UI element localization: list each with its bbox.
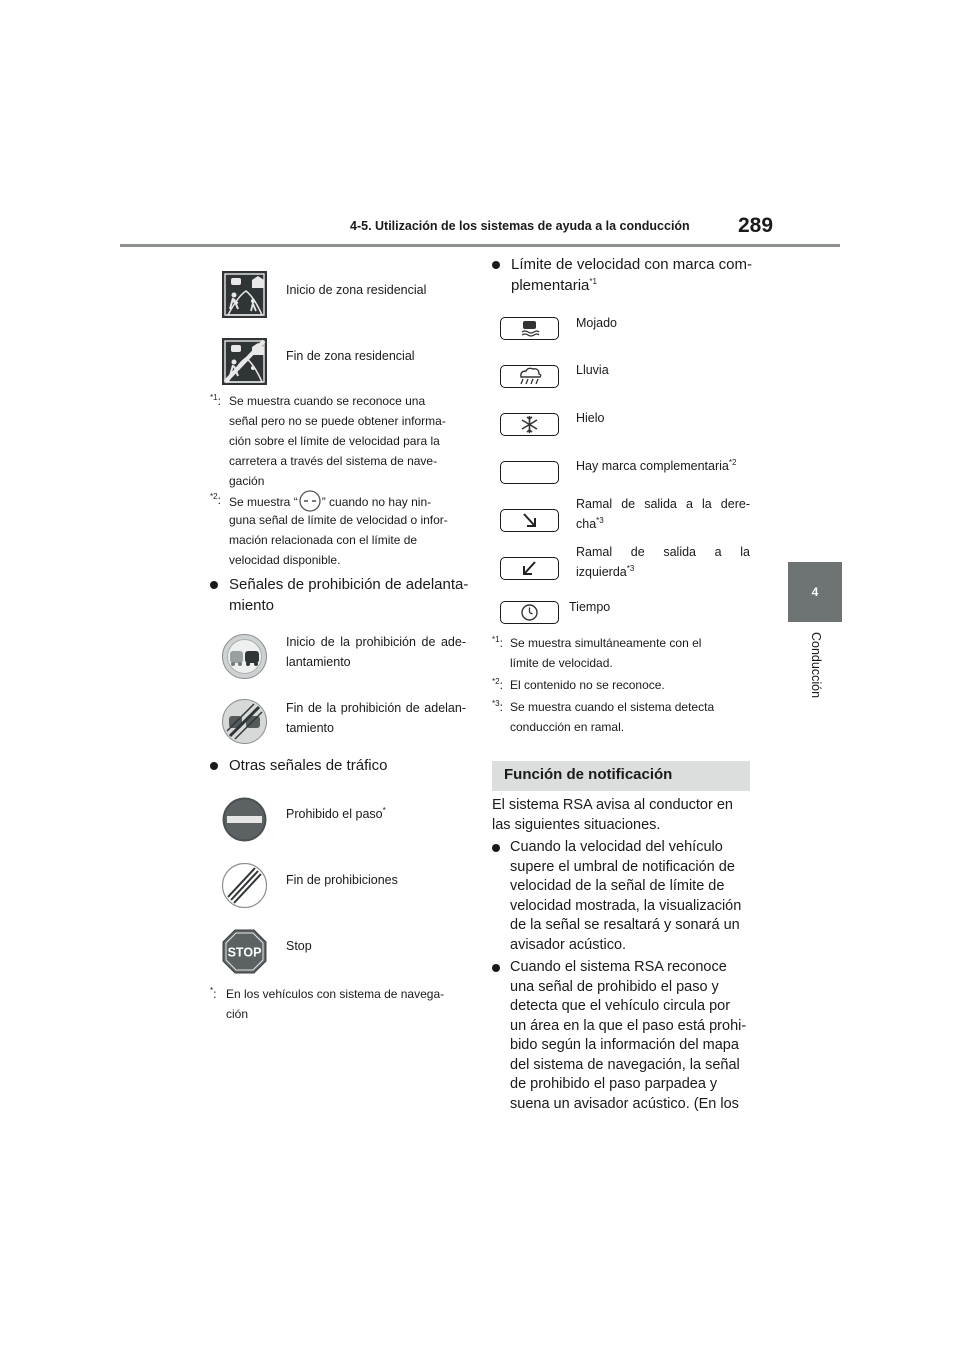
stop-sign-text: STOP — [227, 945, 262, 960]
notification-bullet-2: Cuando el sistema RSA reconoce una señal de prohibido el paso y detecta que el vehículo circula por un área en la que el paso está prohi- bido según la información del mapa del sistema de navegación, la señal de prohibido el paso parpadea y suena un avisador acústico. (En los — [492, 958, 762, 1118]
bullet-dot — [210, 581, 218, 589]
exit-right-label-line1: Ramal de salida a la dere- — [576, 497, 750, 511]
footnote-star-mark: *: — [210, 986, 217, 1001]
residential-zone-end-sign-icon — [222, 338, 267, 385]
exit-left-label-line2: izquierda$^{*3}$ — [576, 563, 635, 579]
residential-end-label: Fin de zona residencial — [286, 349, 415, 363]
arrow-down-right-icon — [501, 510, 558, 531]
arrow-down-left-icon — [501, 558, 558, 579]
rain-label: Lluvia — [576, 363, 609, 377]
bullet-dot — [210, 762, 218, 770]
rain-icon — [501, 366, 558, 387]
time-plate — [500, 601, 559, 624]
no-overtaking-end-line1: Fin de la prohibición de adelan- — [286, 701, 466, 715]
page-number: 289 — [738, 214, 774, 237]
no-overtaking-end-line2: tamiento — [286, 721, 334, 735]
footnote-2-mark: $^{*2}$: — [210, 492, 221, 507]
ice-label: Hielo — [576, 411, 605, 425]
right-note-2-mark: $^{*2}$: — [492, 677, 503, 692]
blank-plate-icon — [500, 461, 559, 484]
no-overtaking-start-sign-icon — [222, 634, 267, 679]
bullet-supplementary: Límite de velocidad con marca com- plementaria$^{*1}$ — [492, 254, 762, 298]
time-label: Tiempo — [569, 600, 611, 614]
stop-sign-icon — [222, 929, 267, 974]
exit-left-label-line1: Ramal de salida a la — [576, 545, 750, 559]
bullet-dot — [492, 844, 500, 852]
header-divider — [120, 244, 840, 247]
no-overtaking-start-line2: lantamiento — [286, 655, 351, 669]
ice-plate — [500, 413, 559, 436]
bullet-dot — [492, 261, 500, 269]
exit-right-plate — [500, 509, 559, 532]
supplementary-present-label: Hay marca complementaria$^{*2}$ — [576, 457, 737, 473]
bullet-dot — [492, 964, 500, 972]
end-of-prohibitions-sign-icon — [222, 863, 267, 908]
footnote-1: Se muestra cuando se reconoce una señal pero no se puede obtener informa- ción sobre el límite de velocidad para la carretera a través del sistema de nave- gación — [229, 394, 446, 488]
bullet-other-signs: Otras señales de tráfico — [210, 755, 480, 777]
rain-plate — [500, 365, 559, 388]
right-note-2: El contenido no se reconoce. — [510, 678, 665, 692]
running-header-title: 4-5. Utilización de los sistemas de ayuda a la conducción — [350, 219, 690, 233]
wet-label: Mojado — [576, 316, 617, 330]
footnote-1-mark: $^{*1}$: — [210, 393, 221, 408]
chapter-name-vertical — [806, 632, 826, 712]
no-overtaking-start-line1: Inicio de la prohibición de ade- — [286, 635, 466, 649]
bullet-overtaking: Señales de prohibición de adelanta- miento — [210, 574, 480, 618]
exit-right-label-line2: cha$^{*3}$ — [576, 515, 604, 531]
no-limit-icon — [299, 490, 321, 512]
residential-zone-start-sign-icon — [222, 271, 267, 318]
wet-plate — [500, 317, 559, 340]
right-note-1-mark: $^{*1}$: — [492, 635, 503, 650]
chapter-name: Conducción — [809, 632, 823, 699]
section-heading: Función de notificación — [492, 761, 750, 791]
end-of-prohibitions-label: Fin de prohibiciones — [286, 873, 398, 887]
no-entry-label: Prohibido el paso* — [286, 805, 386, 821]
section-intro: El sistema RSA avisa al conductor en las siguientes situaciones. — [492, 797, 733, 833]
residential-start-label: Inicio de zona residencial — [286, 283, 427, 297]
exit-left-plate — [500, 557, 559, 580]
chapter-tab: 4 — [788, 562, 842, 622]
right-note-3-mark: $^{*3}$: — [492, 699, 503, 714]
right-note-1: Se muestra simultáneamente con el límite de velocidad. — [510, 636, 702, 670]
clock-icon — [501, 602, 558, 623]
notification-bullet-1: Cuando la velocidad del vehículo supere el umbral de notificación de velocidad de la señal de límite de velocidad mostrada, la visualización de la señal se resaltará y sonará un avisador acústico. — [492, 838, 762, 958]
wet-road-icon — [501, 318, 558, 339]
footnote-2: Se muestra “ ” cuando no hay nin- guna señal de límite de velocidad o infor- mación relacionada con el límite de velocidad disponible. — [229, 490, 469, 570]
right-note-3: Se muestra cuando el sistema detecta conducción en ramal. — [510, 700, 715, 734]
snowflake-icon — [501, 414, 558, 435]
no-entry-sign-icon — [222, 797, 267, 842]
footnote-star: En los vehículos con sistema de navega- ción — [226, 987, 445, 1021]
stop-label: Stop — [286, 939, 312, 953]
no-overtaking-end-sign-icon — [222, 699, 267, 744]
